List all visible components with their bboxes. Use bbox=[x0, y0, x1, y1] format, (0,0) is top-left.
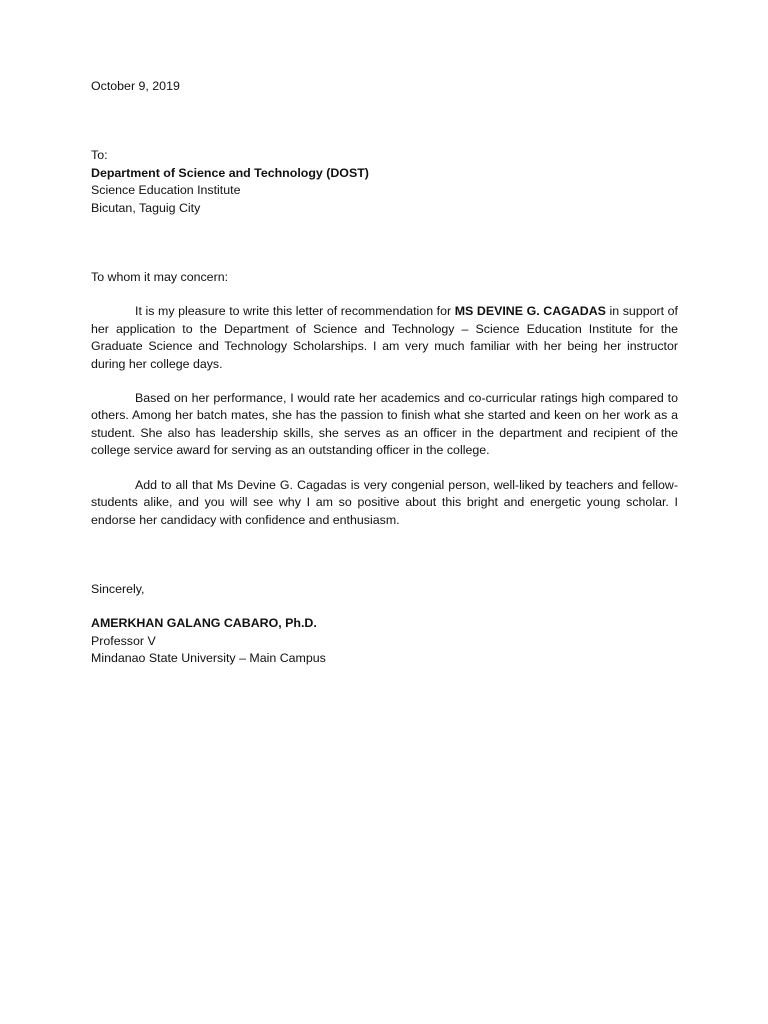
signature-block bbox=[91, 615, 678, 667]
recipient-address: Bicutan, Taguig City bbox=[91, 200, 201, 215]
letter-date: October 9, 2019 bbox=[91, 79, 180, 93]
paragraph-endorsement: Add to all that Ms Devine G. Cagadas is very congenial person, well-liked by teachers and fellow-students alike, and you will see why I am so positive about this bright and energetic young scholar. I endorse her candidacy with confidence and enthusiasm. bbox=[91, 477, 678, 527]
recipient-institute: Science Education Institute bbox=[91, 183, 241, 198]
signatory-institution: Mindanao State University – Main Campus bbox=[91, 651, 326, 666]
paragraph-1-body: in support of her application to the Department of Science and Technology – Science Education Institute for the Graduate Science and Technology Scholarships. I am very much familiar with her being her instructor during her college days. bbox=[91, 304, 678, 371]
recipient-to-label: To: bbox=[91, 148, 108, 163]
signatory-name: AMERKHAN GALANG CABARO, Ph.D. bbox=[91, 616, 317, 631]
paragraph-1-intro: It is my pleasure to write this letter of recommendation for bbox=[135, 304, 455, 319]
closing: Sincerely, bbox=[91, 581, 145, 596]
paragraph-recommendation bbox=[91, 303, 678, 373]
salutation: To whom it may concern: bbox=[91, 270, 229, 285]
signatory-title: Professor V bbox=[91, 633, 156, 648]
recipient-block bbox=[91, 147, 678, 217]
paragraph-performance: Based on her performance, I would rate her academics and co-curricular ratings high compared to others. Among her batch mates, she has the passion to finish what she started and keen on her work as a student. She also has leadership skills, she serves as an officer in the department and recipient of the college service award for serving as an outstanding officer in the college. bbox=[91, 391, 678, 458]
recipient-organization: Department of Science and Technology (DOST) bbox=[91, 165, 369, 180]
letter-body bbox=[91, 78, 678, 668]
candidate-name: MS DEVINE G. CAGADAS bbox=[454, 304, 606, 319]
